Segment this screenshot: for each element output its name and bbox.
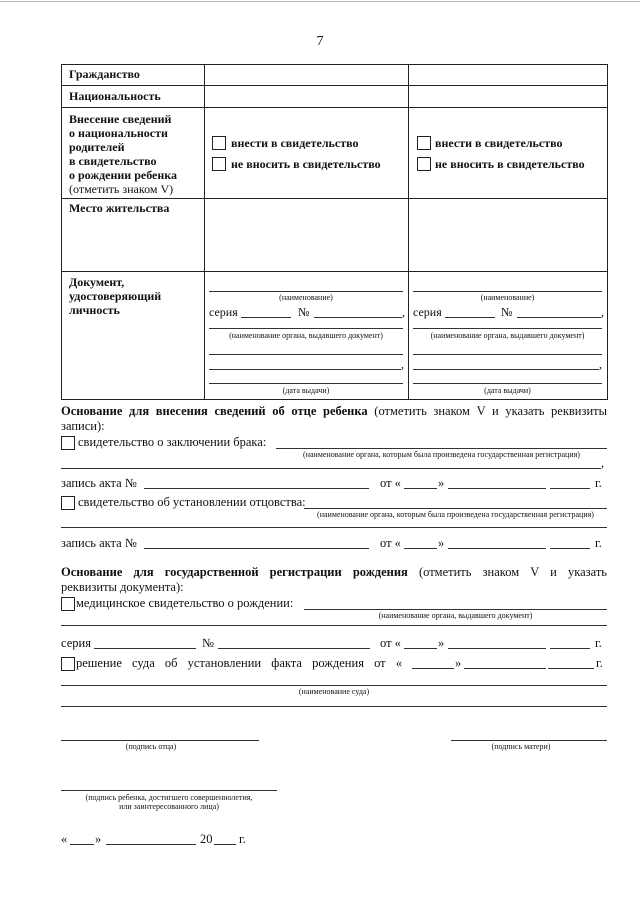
court-decision-month-field[interactable] <box>464 668 546 669</box>
mark-note: (отметить знаком V) <box>69 182 174 196</box>
marriage-certificate-checkbox[interactable] <box>61 436 75 450</box>
paternity-act-day-field[interactable] <box>404 548 437 549</box>
issuer-caption: (наименование органа, выдавшего документ) <box>430 331 585 340</box>
date-year-field[interactable] <box>214 844 236 845</box>
father-exclude-nationality-checkbox[interactable] <box>212 157 226 171</box>
adult-child-signature-field[interactable] <box>61 790 277 791</box>
mother-issuer-field[interactable] <box>413 354 602 355</box>
series-label: серия <box>209 305 238 319</box>
paternity-act-month-field[interactable] <box>448 548 546 549</box>
father-include-nationality-checkbox[interactable] <box>212 136 226 150</box>
paternity-act-year-field[interactable] <box>550 548 590 549</box>
issuer-caption: (наименование органа, выдавшего документ) <box>378 611 533 620</box>
act-record-label: запись акта № <box>61 536 137 550</box>
father-signature-field[interactable] <box>61 740 259 741</box>
exclude-option-label: не вносить в свидетельство <box>435 157 585 171</box>
mother-include-nationality-checkbox[interactable] <box>417 136 431 150</box>
father-basis-heading-cont: записи): <box>61 419 105 433</box>
birth-basis-heading: Основание для государственной регистрации рождения (отметить знаком V и указать <box>61 565 607 579</box>
residence-label: Место жительства <box>69 201 170 215</box>
series-label: серия <box>413 305 442 319</box>
mother-series-field[interactable] <box>445 317 495 318</box>
father-basis-heading: Основание для внесения сведений об отце ребенка (отметить знаком V и указать реквизиты <box>61 404 607 418</box>
court-decision-day-field[interactable] <box>412 668 454 669</box>
marriage-registry-field[interactable] <box>276 448 607 449</box>
marriage-act-number-field[interactable] <box>144 488 369 489</box>
act-record-label: запись акта № <box>61 476 137 490</box>
medical-year-field[interactable] <box>550 648 590 649</box>
nationality-label: Национальность <box>69 89 161 103</box>
paternity-registry-field[interactable] <box>304 508 607 509</box>
marriage-certificate-label: свидетельство о заключении брака: <box>78 435 267 449</box>
mother-number-field[interactable] <box>517 317 601 318</box>
year-suffix: г. <box>595 636 602 650</box>
medical-month-field[interactable] <box>448 648 546 649</box>
from-label: от « <box>380 536 401 550</box>
father-doc-name-field[interactable] <box>209 291 403 292</box>
mother-signature-caption: (подпись матери) <box>491 742 551 751</box>
father-issue-date-field[interactable] <box>209 383 403 384</box>
registry-caption: (наименование органа, которым была произведена государственная регистрация) <box>317 510 594 519</box>
medical-day-field[interactable] <box>404 648 437 649</box>
from-label: от « <box>380 636 401 650</box>
marriage-act-month-field[interactable] <box>448 488 546 489</box>
mother-doc-name-field[interactable] <box>413 291 602 292</box>
page-number: 7 <box>316 34 324 49</box>
registry-caption: (наименование органа, которым была произведена государственная регистрация) <box>303 450 580 459</box>
father-issuer-field[interactable] <box>209 354 403 355</box>
father-number-field[interactable] <box>314 317 402 318</box>
birth-basis-heading-cont: реквизиты документа): <box>61 580 184 594</box>
year-prefix: 20 <box>200 832 213 846</box>
paternity-certificate-label: свидетельство об установлении отцовства: <box>78 495 306 509</box>
adult-child-signature-caption: (подпись ребенка, достигшего совершеннолетия, или заинтересованного лица) <box>85 793 253 811</box>
marriage-act-year-field[interactable] <box>550 488 590 489</box>
medical-series-field[interactable] <box>94 648 196 649</box>
medical-certificate-checkbox[interactable] <box>61 597 75 611</box>
exclude-option-label: не вносить в свидетельство <box>231 157 381 171</box>
doc-name-caption: (наименование) <box>279 293 333 302</box>
date-day-field[interactable] <box>70 844 94 845</box>
mother-issue-date-field[interactable] <box>413 383 602 384</box>
father-series-field[interactable] <box>241 317 291 318</box>
medical-number-field[interactable] <box>218 648 370 649</box>
date-month-field[interactable] <box>106 844 196 845</box>
number-label: № <box>298 305 310 319</box>
court-decision-year-field[interactable] <box>548 668 594 669</box>
citizenship-label: Гражданство <box>69 67 140 81</box>
medical-issuer-field[interactable] <box>304 609 607 610</box>
from-label: от « <box>380 476 401 490</box>
issue-date-caption: (дата выдачи) <box>282 386 330 395</box>
paternity-act-number-field[interactable] <box>144 548 369 549</box>
include-option-label: внести в свидетельство <box>435 136 563 150</box>
issuer-caption: (наименование органа, выдавшего документ) <box>229 331 383 340</box>
court-decision-label: решение суда об установлении факта рождения от « <box>76 656 402 670</box>
parent-info-table: Гражданство Национальность Внесение сведений о национальности родителей в свидетельство о рождении ребенка (отметить знаком V) Место жительства Документ, удостоверяющий личность внести в свидетельство не вносить в свидетельство внести в свидетельство не вносить в свидетельство (наименование) серия № , (наименование органа, выдавшего документ) , (дата выдачи) (наименование) серия № , (наименование органа, выдавшего документ) , (дата выдачи) <box>61 64 608 400</box>
paternity-certificate-checkbox[interactable] <box>61 496 75 510</box>
mother-signature-field[interactable] <box>451 740 607 741</box>
series-label: серия <box>61 636 91 650</box>
court-decision-checkbox[interactable] <box>61 657 75 671</box>
mother-exclude-nationality-checkbox[interactable] <box>417 157 431 171</box>
year-suffix: г. <box>595 536 602 550</box>
medical-certificate-label: медицинское свидетельство о рождении: <box>76 596 294 610</box>
page-top-edge <box>0 1 640 2</box>
include-option-label: внести в свидетельство <box>231 136 359 150</box>
doc-name-caption: (наименование) <box>480 293 535 302</box>
nationality-info-label: Внесение сведений о национальности родителей в свидетельство о рождении ребенка (отметить знаком V) <box>69 112 178 196</box>
number-label: № <box>501 305 513 319</box>
court-name-field[interactable] <box>61 685 607 686</box>
number-label: № <box>202 636 214 650</box>
issue-date-caption: (дата выдачи) <box>484 386 531 395</box>
marriage-act-day-field[interactable] <box>404 488 437 489</box>
court-caption: (наименование суда) <box>298 687 370 696</box>
id-document-label: Документ, удостоверяющий личность <box>69 275 162 317</box>
year-suffix: г. <box>595 476 602 490</box>
father-signature-caption: (подпись отца) <box>125 742 177 751</box>
